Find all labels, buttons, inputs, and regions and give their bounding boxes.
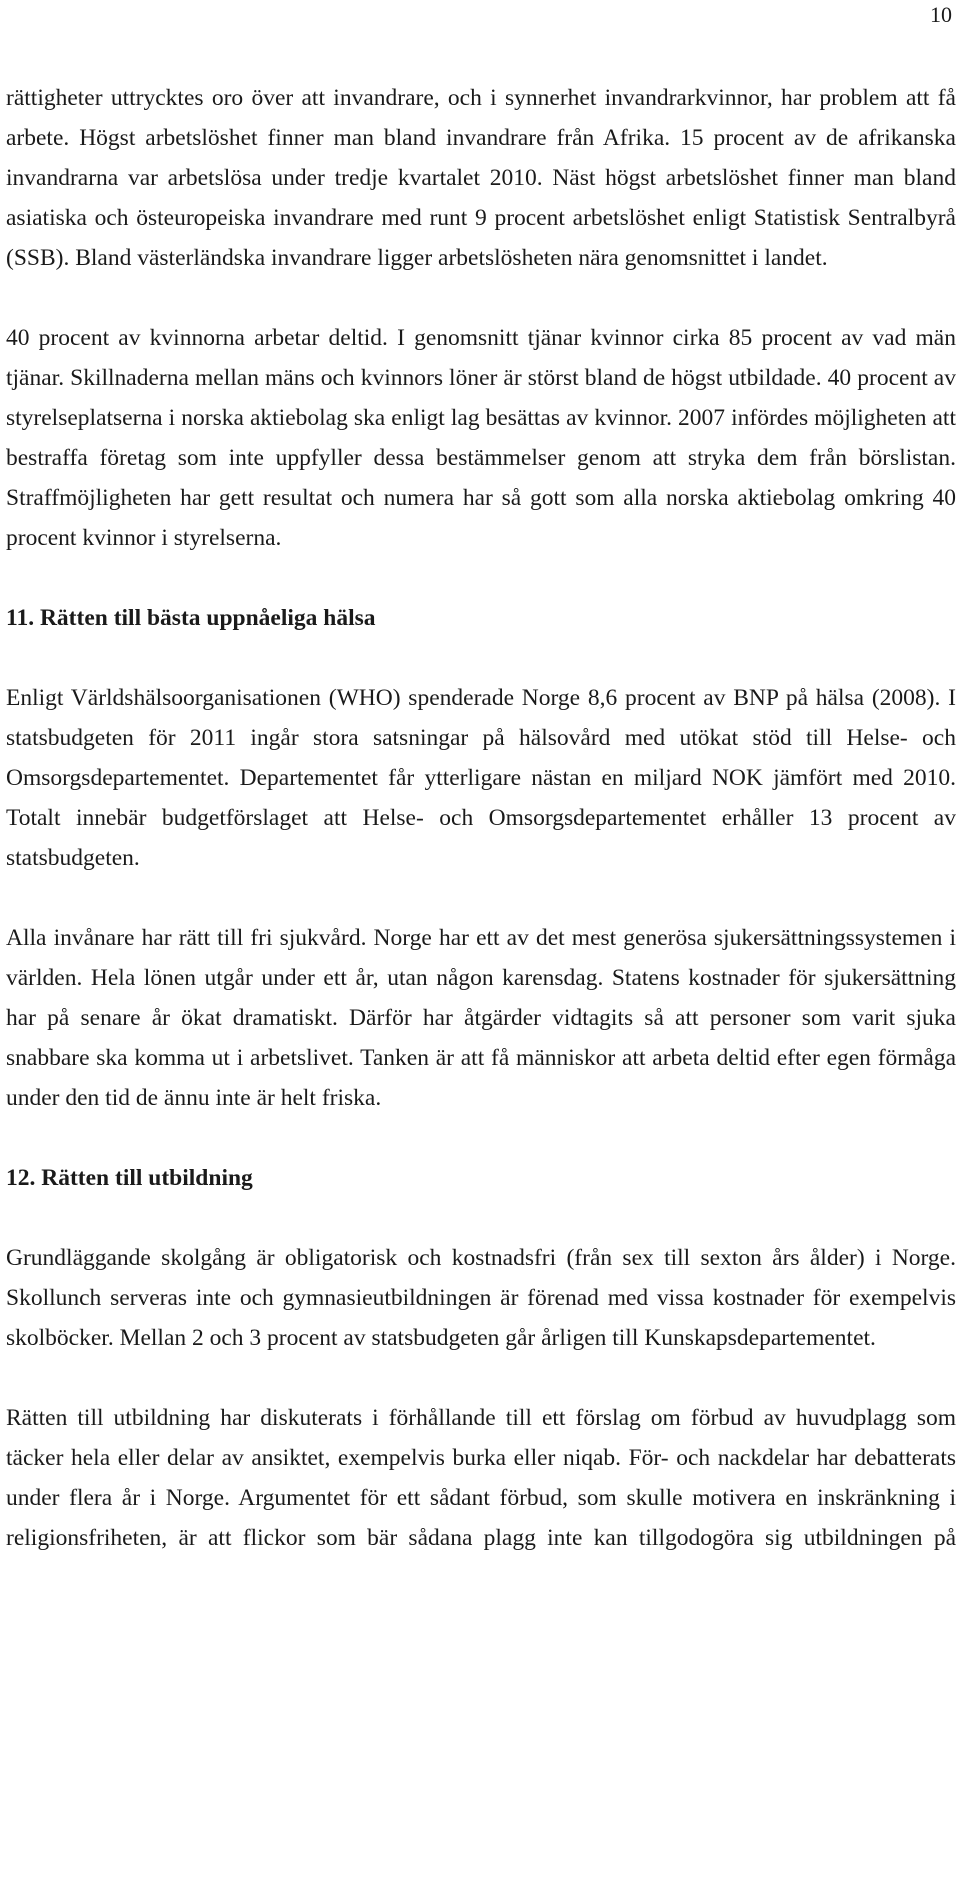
paragraph-gap xyxy=(6,638,956,678)
paragraph-gap xyxy=(6,878,956,918)
heading-section-11: 11. Rätten till bästa uppnåeliga hälsa xyxy=(6,605,376,631)
paragraph-unemployment: rättigheter uttrycktes oro över att invandrare, och i synnerhet invandrarkvinnor, har problem att få arbete. Högst arbetslöshet finner man bland invandrare från Afrika. 15 procent av de afrikanska invandrarna var arbetslösa under tredje kvartalet 2010. Näst högst arbetslöshet finner man bland asiatiska och östeuropeiska invandrare med runt 9 procent arbetslöshet enligt Statistisk Sentralbyrå (SSB). Bland västerländska invandrare ligger arbetslösheten nära genomsnittet i landet. xyxy=(6,85,956,271)
page-number: 10 xyxy=(930,2,952,27)
heading-section-12: 12. Rätten till utbildning xyxy=(6,1165,253,1191)
paragraph-gap xyxy=(6,1198,956,1238)
paragraph-health-budget: Enligt Världshälsoorganisationen (WHO) spenderade Norge 8,6 procent av BNP på hälsa (2008). I statsbudgeten för 2011 ingår stora satsningar på hälsovård med utökat stöd till Helse- och Omsorgsdepartementet. Departementet får ytterligare nästan en miljard NOK jämfört med 2010. Totalt innebär budgetförslaget att Helse- och Omsorgsdepartementet erhåller 13 procent av statsbudgeten. xyxy=(6,685,956,871)
paragraph-burka-debate: Rätten till utbildning har diskuterats i förhållande till ett förslag om förbud av huvudplagg som täcker hela eller delar av ansiktet, exempelvis burka eller niqab. För- och nackdelar har debatterats under flera år i Norge. Argumentet för ett sådant förbud, som skulle motivera en inskränkning i religionsfriheten, är att flickor som bär sådana plagg inte kan tillgodogöra sig utbildningen på xyxy=(6,1405,956,1551)
paragraph-gap xyxy=(6,558,956,598)
paragraph-schooling: Grundläggande skolgång är obligatorisk och kostnadsfri (från sex till sexton års ålder) i Norge. Skollunch serveras inte och gymnasieutbildningen är förenad med vissa kostnader för exempelvis skolböcker. Mellan 2 och 3 procent av statsbudgeten går årligen till Kunskapsdepartementet. xyxy=(6,1245,956,1351)
paragraph-gap xyxy=(6,278,956,318)
paragraph-women-work: 40 procent av kvinnorna arbetar deltid. I genomsnitt tjänar kvinnor cirka 85 procent av vad män tjänar. Skillnaderna mellan mäns och kvinnors löner är störst bland de högst utbildade. 40 procent av styrelseplatserna i norska aktiebolag ska enligt lag besättas av kvinnor. 2007 infördes möjligheten att bestraffa företag som inte uppfyller dessa bestämmelser genom att stryka dem från börslistan. Straffmöjligheten har gett resultat och numera har så gott som alla norska aktiebolag omkring 40 procent kvinnor i styrelserna. xyxy=(6,325,956,551)
document-body xyxy=(6,78,956,1558)
paragraph-gap xyxy=(6,1358,956,1398)
paragraph-gap xyxy=(6,1118,956,1158)
paragraph-healthcare-rights: Alla invånare har rätt till fri sjukvård. Norge har ett av det mest generösa sjukersättningssystemen i världen. Hela lönen utgår under ett år, utan någon karensdag. Statens kostnader för sjukersättning har på senare år ökat dramatiskt. Därför har åtgärder vidtagits så att personer som varit sjuka snabbare ska komma ut i arbetslivet. Tanken är att få människor att arbeta deltid efter egen förmåga under den tid de ännu inte är helt friska. xyxy=(6,925,956,1111)
